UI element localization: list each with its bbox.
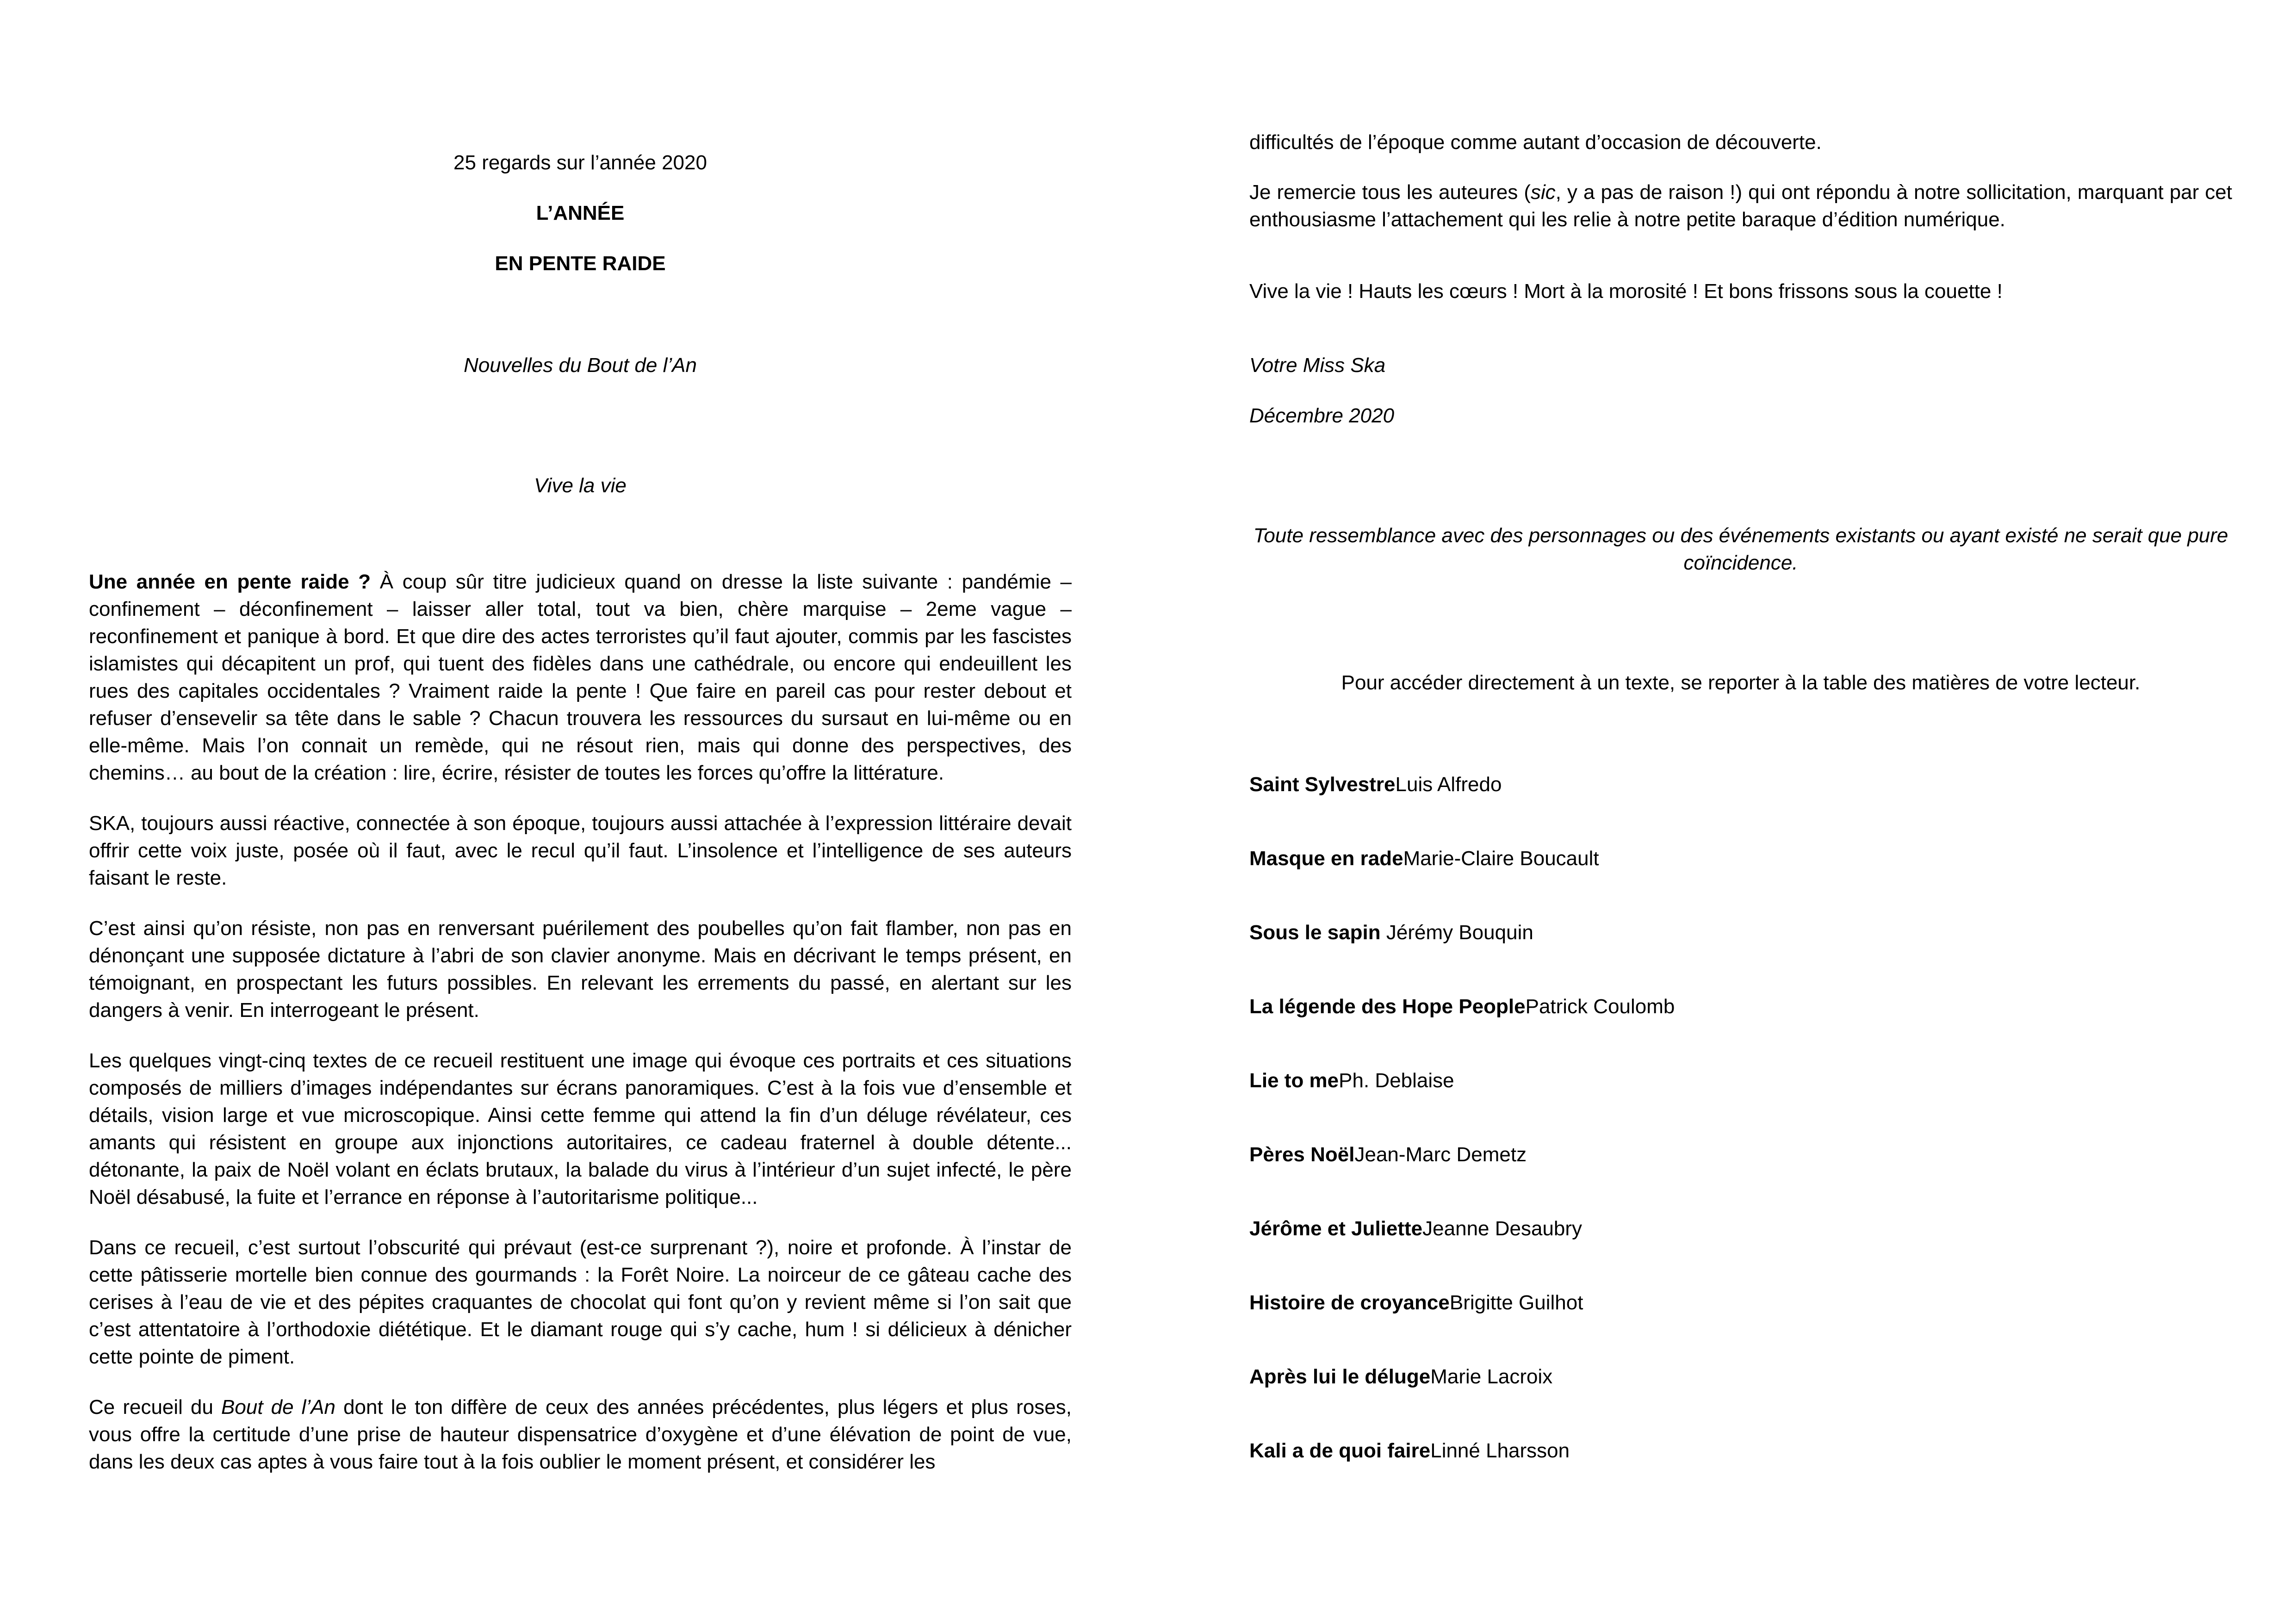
toc-title: La légende des Hope People (1249, 995, 1526, 1018)
paragraph-2: SKA, toujours aussi réactive, connectée à son époque, toujours aussi attachée à l’expression littéraire devait offrir cette voix juste, posée où il faut, avec le recul qu’il faut. L’insolence et l’intelligence de ses auteurs faisant le reste. (89, 812, 1072, 889)
toc-entry[interactable] (1249, 771, 2232, 798)
thanks-paragraph (1249, 179, 2232, 233)
paragraph-6 (89, 1394, 1072, 1475)
toc-entry[interactable] (1249, 1067, 2232, 1094)
toc-author: Jeanne Desaubry (1422, 1217, 1582, 1240)
date: Décembre 2020 (1249, 404, 1395, 427)
toc-author: Ph. Deblaise (1339, 1069, 1454, 1092)
toc-note: Pour accéder directement à un texte, se reporter à la table des matières de votre lecteur. (1341, 671, 2141, 694)
toc-author: Brigitte Guilhot (1449, 1291, 1583, 1314)
toc-entry[interactable] (1249, 845, 2232, 872)
toc-title: Histoire de croyance (1249, 1291, 1450, 1314)
toc-author: Patrick Coulomb (1525, 995, 1675, 1018)
right-page (1249, 0, 2232, 1623)
subtitle: Nouvelles du Bout de l’An (464, 354, 697, 377)
section-title: Vive la vie (534, 474, 627, 497)
toc-entry[interactable] (1249, 993, 2232, 1020)
toc-author: Luis Alfredo (1395, 773, 1502, 796)
toc-author: Jean-Marc Demetz (1354, 1143, 1527, 1166)
toc-entry[interactable] (1249, 1141, 2232, 1168)
body-text (89, 568, 1072, 1475)
paragraph-4: Les quelques vingt-cinq textes de ce recueil restituent une image qui évoque ces portraits et ces situations composés de milliers d’images indépendantes sur écrans panoramiques. C’est à la fois vue d’ensemble et détails, vision large et vue microscopique. Ainsi cette femme qui attend la fin d’un déluge révélateur, ces amants qui résistent en groupe aux injonctions autoritaires, ce cadeau fraternel à double détente... détonante, la paix de Noël volant en éclats brutaux, la balade du virus à l’intérieur d’un sujet infecté, le père Noël désabusé, la fuite et l’errance en réponse à l’autoritarisme politique... (89, 1049, 1072, 1208)
toc-author: Linné Lharsson (1430, 1439, 1570, 1462)
paragraph-6-text-b: dont le ton diffère de ceux des années précédentes, plus légers et plus roses, vous offre la certitude d’une prise de hauteur dispensatrice d’oxygène et d’une élévation de point de vue, dans les deux cas aptes à vous faire tout à la fois oublier le moment présent, et considérer les (89, 1396, 1072, 1473)
paragraph-1-lead: Une année en pente raide ? (89, 570, 371, 593)
thanks-text-a: Je remercie tous les auteures ( (1249, 181, 1531, 204)
toc-title: Après lui le déluge (1249, 1365, 1431, 1388)
toc-entry[interactable] (1249, 1437, 2232, 1464)
toc-author: Marie-Claire Boucault (1403, 847, 1599, 870)
left-page (89, 0, 1072, 1623)
toc-title: Lie to me (1249, 1069, 1339, 1092)
paragraph-1 (89, 568, 1072, 787)
toc-entry[interactable] (1249, 1363, 2232, 1390)
paragraph-5: Dans ce recueil, c’est surtout l’obscurité qui prévaut (est-ce surprenant ?), noire et profonde. À l’instar de cette pâtisserie mortelle bien connue des gourmands : la Forêt Noire. La noirceur de ce gâteau cache des cerises à l’eau de vie et des pépites craquantes de chocolat qui font qu’on y revient même si l’on sait que c’est attentatoire à l’orthodoxie diététique. Et le diamant rouge qui s’y cache, hum ! si délicieux à dénicher cette pointe de piment. (89, 1236, 1072, 1368)
thanks-sic: sic (1530, 181, 1556, 204)
toc-author: Marie Lacroix (1430, 1365, 1553, 1388)
paragraph-6-text-a: Ce recueil du (89, 1396, 222, 1419)
toc-author: Jérémy Bouquin (1380, 921, 1533, 944)
title-line-1: L’ANNÉE (536, 202, 625, 224)
vive-la-vie-line: Vive la vie ! Hauts les cœurs ! Mort à la morosité ! Et bons frissons sous la couette ! (1249, 280, 2003, 303)
toc-title: Saint Sylvestre (1249, 773, 1396, 796)
toc-title: Pères Noël (1249, 1143, 1355, 1166)
title-line-2: EN PENTE RAIDE (495, 252, 666, 275)
paragraph-6-italic: Bout de l’An (221, 1396, 336, 1419)
toc-entry[interactable] (1249, 919, 2232, 946)
paragraph-1-text: À coup sûr titre judicieux quand on dresse la liste suivante : pandémie – confinement – déconfinement – laisser aller total, tout va bien, chère marquise – 2eme vague – reconfinement et panique à bord. Et que dire des actes terroristes qu’il faut ajouter, commis par les fascistes islamistes qui décapitent un prof, qui tuent des fidèles dans une cathédrale, ou encore qui endeuillent les rues des capitales occidentales ? Vraiment raide la pente ! Que faire en pareil cas pour rester debout et refuser d’ensevelir sa tête dans le sable ? Chacun trouvera les ressources du sursaut en lui-même ou en elle-même. Mais l’on connait un remède, qui ne résout rien, mais qui donne des perspectives, des chemins… au bout de la création : lire, écrire, résister de toutes les forces qu’offre la littérature. (89, 570, 1072, 784)
toc-title: Jérôme et Juliette (1249, 1217, 1423, 1240)
toc-entry[interactable] (1249, 1215, 2232, 1242)
header-line: 25 regards sur l’année 2020 (453, 151, 707, 174)
thanks-text-b: , y a pas de raison !) qui ont répondu à notre sollicitation, marquant par cet enthousiasme l’attachement qui les relie à notre petite baraque d’édition numérique. (1249, 181, 2232, 231)
toc-entry[interactable] (1249, 1289, 2232, 1316)
signature: Votre Miss Ska (1249, 354, 1386, 377)
toc-title: Masque en rade (1249, 847, 1403, 870)
paragraph-3: C’est ainsi qu’on résiste, non pas en renversant puérilement des poubelles qu’on fait flamber, non pas en dénonçant une supposée dictature à l’abri de son clavier anonyme. Mais en décrivant le temps présent, en témoignant, en prospectant les futurs possibles. En relevant les errements du passé, en alertant sur les dangers à venir. En interrogeant le présent. (89, 917, 1072, 1022)
toc-title: Kali a de quoi faire (1249, 1439, 1431, 1462)
disclaimer: Toute ressemblance avec des personnages ou des événements existants ou ayant existé ne serait que pure coïncidence. (1253, 524, 2228, 574)
continued-paragraph: difficultés de l’époque comme autant d’occasion de découverte. (1249, 131, 1822, 154)
toc-title: Sous le sapin (1249, 921, 1381, 944)
